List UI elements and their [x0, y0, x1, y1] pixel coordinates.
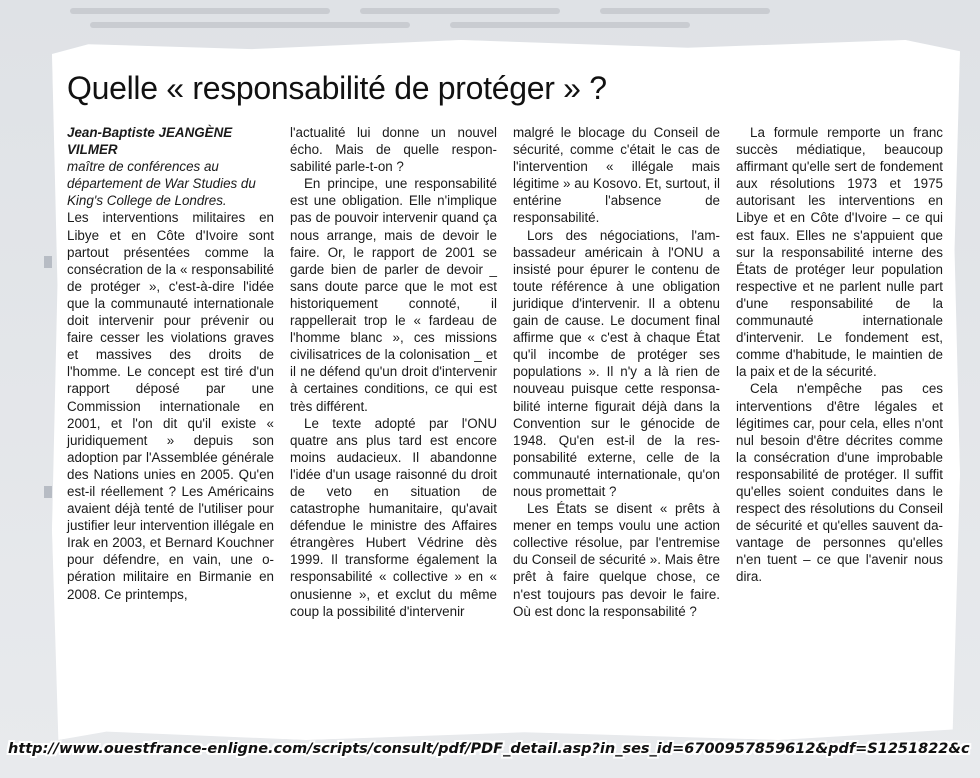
background-text-line: [70, 8, 330, 14]
background-text-line: [90, 22, 410, 28]
background-text-line: [600, 8, 770, 14]
article-paragraph: Le texte adopté par l'ONU quatre ans plus tard est encore moins audacieux. Il abandonne l'idée d'un usage raisonné du droit de veto en situation de catastrophe humanitaire, qu'avait défendue le ministre des Affaires étrangères Hubert Védrine dès 1999. Il transforme également la responsabilité « collective » en « onusienne », et exclut du même coup la possibilité d'intervenir: [290, 415, 497, 619]
article-title: Quelle « responsabilité de protéger » ?: [67, 70, 607, 106]
article-column-1: [67, 124, 274, 603]
author-name: Jean-Baptiste JEANGÈNE VILMER: [67, 125, 233, 158]
article-column-4: [736, 124, 943, 586]
article-paragraph: l'actualité lui donne un nouvel écho. Mais de quelle responsabilité parle-t-on ?: [290, 125, 497, 175]
article-paragraph: malgré le blocage du Conseil de sécurité, comme c'était le cas de l'intervention « illégale mais légitime » au Kosovo. Et, surtout, il entérine l'absence de responsabilité.: [513, 125, 720, 226]
article-paragraph: La formule remporte un franc succès médiatique, beaucoup affirmant qu'elle sert de fondement aux résolutions 1973 et 1975 autorisant les interventions en Libye et en Côte d'Ivoire – ce qui est faux. Elles ne s'appuient que sur la responsabilité interne des États de protéger leur population respective et ne parlent nulle part d'une responsabilité de la communauté internationale d'intervenir. Le fondement est, comme d'habitude, le maintien de la paix et de la sécurité.: [736, 125, 943, 380]
article-paragraph: Lors des négociations, l'ambassadeur américain à l'ONU a insisté pour épurer le contenu de toute référence à une obligation juridique d'intervenir. Il a obtenu gain de cause. Le document final affirme que « c'est à chaque État qu'il incombe de protéger ses populations ». Il n'y a là rien de nouveau puisque cette responsabilité interne figurait déjà dans la Convention sur le génocide de 1948. Qu'en est-il de la responsabilité externe, celle de la communauté internationale, qu'on nous promettait ?: [513, 227, 720, 499]
article-column-2: [290, 124, 497, 620]
article-paragraph: En principe, une responsabilité est une obligation. Elle n'implique pas de pouvoir intervenir quand ça nous arrange, mais de devoir le faire. Or, le rapport de 2001 se garde bien de parler de devoir _ sans doute parce que le mot est historiquement connoté, il rappellerait trop le « fardeau de l'homme blanc », ces missions civilisatrices de la colonisation _ et il ne défend qu'un droit d'intervenir à certaines conditions, ce qui est très différent.: [290, 176, 497, 414]
article-paragraph: Cela n'empêche pas ces interventions d'être légales et légitimes car, pour cela, elles n'ont nul besoin d'être décrites comme la consécration d'une improbable responsabilité de protéger. Il suffit qu'elles soient conduites dans le respect des résolutions du Conseil de sécurité et qu'elles sauvent davantage de personnes qu'elles n'en tuent – ce que l'avenir nous dira.: [736, 381, 943, 585]
article-column-3: [513, 124, 720, 620]
background-text-line: [360, 8, 560, 14]
author-affiliation: maître de conférences au département de War Studies du King's College de Londres.: [67, 159, 256, 209]
article-paragraph: Les États se disent « prêts à mener en temps voulu une action collective résolue, par l'entremise du Conseil de sécurité ». Mais être prêt à faire quelque chose, ce n'est toujours pas devoir le faire. Où est donc la responsabilité ?: [513, 501, 720, 619]
source-url: http://www.ouestfrance-enligne.com/scripts/consult/pdf/PDF_detail.asp?in_ses_id=6700957859612&pdf=S1251822&c: [8, 741, 970, 757]
article-paragraph: Les interventions militaires en Libye et en Côte d'Ivoire sont partout présentées comme la consécration de la « responsabilité de protéger », c'est-à-dire l'idée que la communauté internationale doit intervenir pour prévenir ou faire cesser les violations graves et massives des droits de l'homme. Le concept est tiré d'un rapport déposé par une Commission internationale en 2001, et l'on dit qu'il existe « juridiquement » depuis son adoption par l'Assemblée générale des Nations unies en 2005. Qu'en est-il réellement ? Les Américains avaient déjà tenté de l'utiliser pour justifier leur intervention illégale en Irak en 2003, et Bernard Kouchner pour défendre, en vain, une opération militaire en Birmanie en 2008. Ce printemps,: [67, 210, 274, 602]
scroll-edge-marker: [44, 256, 52, 268]
background-text-line: [450, 22, 690, 28]
scroll-edge-marker: [44, 486, 52, 498]
